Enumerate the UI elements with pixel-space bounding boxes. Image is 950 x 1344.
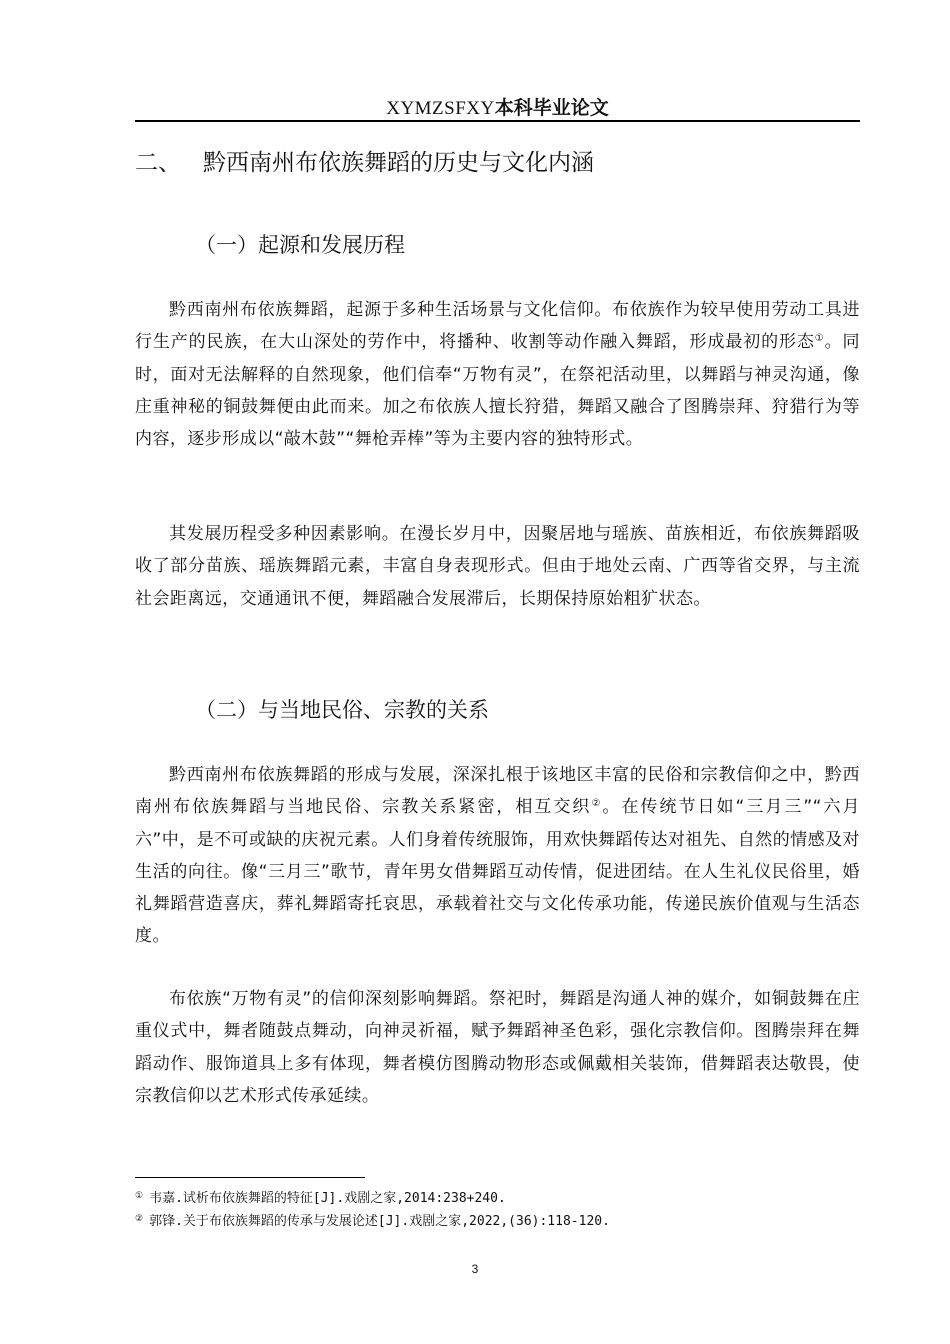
footnote-ref-2[interactable]: ②: [591, 798, 603, 810]
subsection-1-paragraph-2: 其发展历程受多种因素影响。在漫长岁月中，因聚居地与瑶族、苗族相近，布依族舞蹈吸收了部分苗族、瑶族舞蹈元素，丰富自身表现形式。但由于地处云南、广西等省交界，与主流社会距离远，交通通讯不便，舞蹈融合发展滞后，长期保持原始粗犷状态。: [135, 524, 860, 609]
page-number: 3: [471, 1262, 479, 1276]
footnote-1: ① 韦嘉.试析布依族舞蹈的特征[J].戏剧之家,2014:238+240.: [135, 1191, 506, 1206]
header-school-code: XYMZSFXY: [386, 98, 495, 119]
header-rule: [135, 120, 860, 122]
subsection-1-heading: （一）起源和发展历程: [195, 233, 405, 257]
section-number: 二、: [135, 150, 181, 176]
footnote-ref-1[interactable]: ①: [814, 333, 825, 345]
section-heading: [135, 145, 594, 181]
running-header: [135, 96, 860, 120]
section-title: 黔西南州布依族舞蹈的历史与文化内涵: [203, 150, 594, 176]
footnote-rule: [135, 1177, 365, 1178]
footnote-2: ② 郭锋.关于布依族舞蹈的传承与发展论述[J].戏剧之家,2022,(36):118-120.: [135, 1214, 610, 1229]
header-thesis-label: 本科毕业论文: [494, 97, 609, 119]
subsection-2-paragraph-2: 布依族“万物有灵”的信仰深刻影响舞蹈。祭祀时，舞蹈是沟通人神的媒介，如铜鼓舞在庄重仪式中，舞者随鼓点舞动，向神灵祈福，赋予舞蹈神圣色彩，强化宗教信仰。图腾崇拜在舞蹈动作、服饰道具上多有体现，舞者模仿图腾动物形态或佩戴相关装饰，借舞蹈表达敬畏，使宗教信仰以艺术形式传承延续。: [135, 989, 860, 1106]
subsection-1-paragraph-1: 黔西南州布依族舞蹈，起源于多种生活场景与文化信仰。布依族作为较早使用劳动工具进行生产的民族，在大山深处的劳作中，将播种、收割等动作融入舞蹈，形成最初的形态①。同时，面对无法解释的自然现象，他们信奉“万物有灵”，在祭祀活动里，以舞蹈与神灵沟通，像庄重神秘的铜鼓舞便由此而来。加之布依族人擅长狩猎，舞蹈又融合了图腾崇拜、狩猎行为等内容，逐步形成以“敲木鼓”“舞枪弄棒”等为主要内容的独特形式。: [135, 300, 860, 450]
subsection-2-paragraph-1: 黔西南州布依族舞蹈的形成与发展，深深扎根于该地区丰富的民俗和宗教信仰之中，黔西南州布依族舞蹈与当地民俗、宗教关系紧密，相互交织②。在传统节日如“三月三”“六月六”中，是不可或缺的庆祝元素。人们身着传统服饰，用欢快舞蹈传达对祖先、自然的情感及对生活的向往。像“三月三”歌节，青年男女借舞蹈互动传情，促进团结。在人生礼仪民俗里，婚礼舞蹈营造喜庆，葬礼舞蹈寄托哀思，承载着社交与文化传承功能，传递民族价值观与生活态度。: [135, 765, 860, 947]
subsection-2-heading: （二）与当地民俗、宗教的关系: [195, 698, 489, 722]
